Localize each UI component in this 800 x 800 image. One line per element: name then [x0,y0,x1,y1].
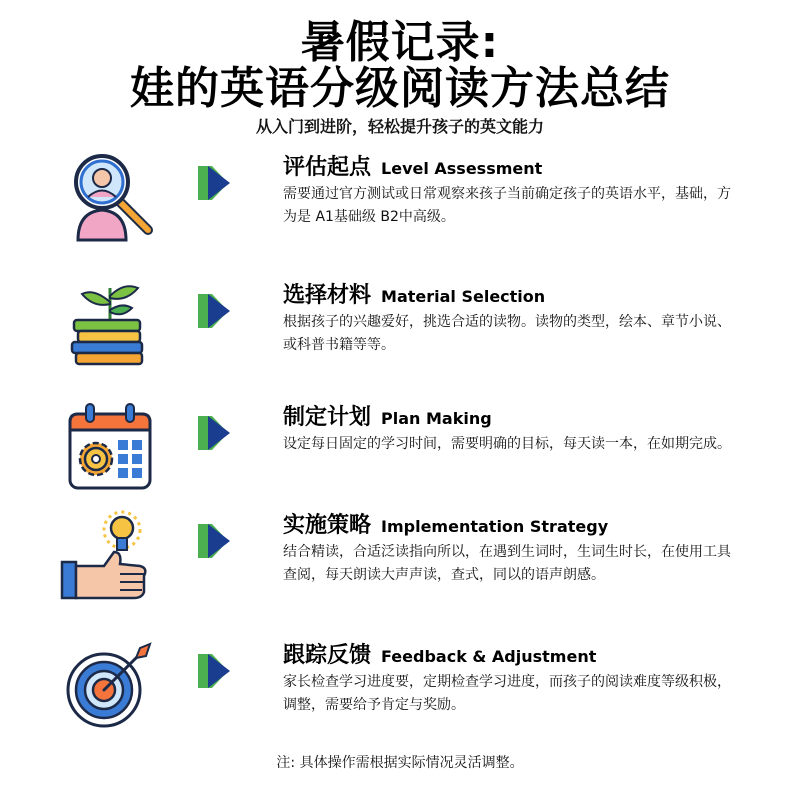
section-title-zh: 跟踪反馈 [283,643,372,668]
section-title-zh: 实施策略 [283,513,372,538]
books-plant-icon [60,278,160,378]
section-material-selection [0,278,800,393]
section-title-en: Plan Making [381,409,492,428]
arrow-icon [198,654,230,688]
target-arrow-icon [60,638,160,738]
search-person-icon [60,150,160,250]
title-line-2: 娃的英语分级阅读方法总结 [130,63,670,114]
section-heading [283,150,542,181]
arrow-icon [198,524,230,558]
section-title-en: Material Selection [381,287,546,306]
section-heading [283,400,492,431]
subtitle: 从入门到进阶，轻松提升孩子的英文能力 [255,117,544,136]
section-heading [283,638,596,669]
footnote: 注: 具体操作需根据实际情况灵活调整。 [276,755,524,771]
section-body: 需要通过官方测试或日常观察来孩子当前确定孩子的英语水平，基础，方为是 A1基础级 B2中高级。 [283,186,731,225]
section-heading [283,508,608,539]
calendar-gear-icon [60,400,160,500]
section-heading [283,278,545,309]
section-title-zh: 评估起点 [283,155,372,180]
section-body: 根据孩子的兴趣爱好，挑选合适的读物。读物的类型，绘本、章节小说、或科普书籍等等。 [283,314,731,353]
arrow-icon [198,416,230,450]
section-title-en: Level Assessment [381,159,543,178]
section-level-assessment [0,150,800,265]
section-title-en: Implementation Strategy [381,517,609,536]
section-title-zh: 选择材料 [283,283,372,308]
section-body: 结合精读，合适泛读指向所以，在遇到生词时，生词生时长，在使用工具查阅，每天朗读大声声读，查式，同以的语声朗感。 [283,544,731,583]
section-title-en: Feedback & Adjustment [381,647,597,666]
hand-lightbulb-icon [60,508,160,608]
arrow-icon [198,294,230,328]
title-line-1: 暑假记录: [300,17,500,68]
section-title-zh: 制定计划 [283,405,372,430]
arrow-icon [198,166,230,200]
section-implementation-strategy [0,508,800,623]
section-body: 设定每日固定的学习时间，需要明确的目标，每天读一本，在如期完成。 [283,436,731,452]
section-feedback-adjustment [0,638,800,753]
section-plan-making [0,400,800,515]
section-body: 家长检查学习进度要，定期检查学习进度，而孩子的阅读难度等级积极，调整，需要给予肯定与奖励。 [283,674,731,713]
